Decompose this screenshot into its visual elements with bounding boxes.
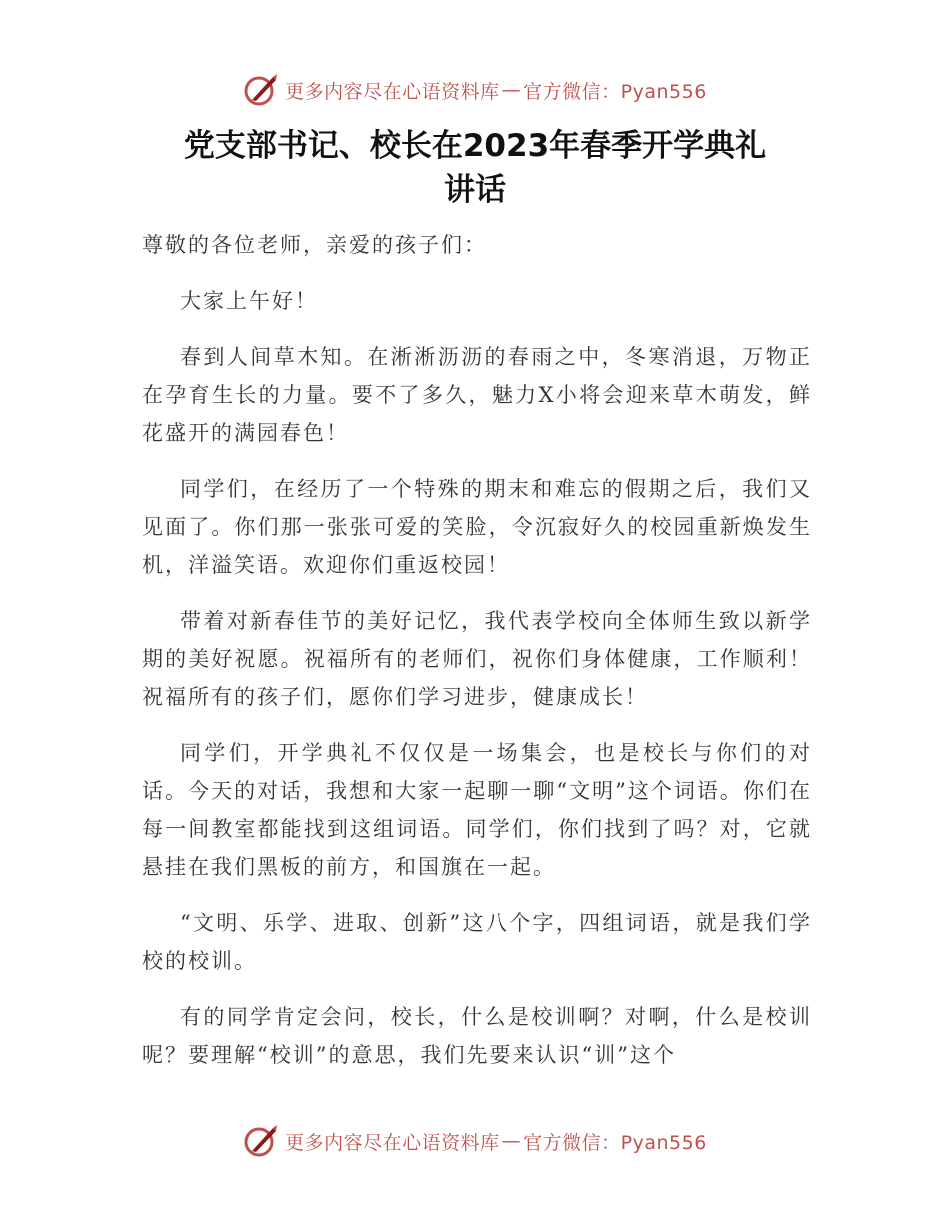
quill-logo-icon: [243, 73, 279, 107]
title-line-1: 党支部书记、校长在2023年春季开学典礼: [183, 128, 767, 164]
paragraph: 带着对新春佳节的美好记忆，我代表学校向全体师生致以新学期的美好祝愿。祝福所有的老师们，祝你们身体健康，工作顺利！祝福所有的孩子们，愿你们学习进步，健康成长！: [142, 609, 812, 709]
paragraph: 尊敬的各位老师，亲爱的孩子们：: [142, 233, 487, 257]
watermark-separator: —: [501, 1130, 522, 1152]
footer-watermark: [0, 1124, 950, 1158]
watermark-text: 更多内容尽在心语资料库: [285, 1131, 500, 1154]
watermark-text: 更多内容尽在心语资料库: [285, 80, 500, 103]
paragraph: 有的同学肯定会问，校长，什么是校训啊？对啊，什么是校训呢？要理解“校训”的意思，我们先要来认识“训”这个: [142, 1005, 812, 1067]
watermark-suffix: 官方微信：Pyan556: [523, 80, 707, 103]
watermark-suffix: 官方微信：Pyan556: [523, 1131, 707, 1154]
document-body: [142, 226, 812, 1092]
paragraph: 大家上午好！: [180, 289, 318, 313]
paragraph: “文明、乐学、进取、创新”这八个字，四组词语，就是我们学校的校训。: [142, 911, 812, 973]
paragraph: 春到人间草木知。在淅淅沥沥的春雨之中，冬寒消退，万物正在孕育生长的力量。要不了多久，魅力X小将会迎来草木萌发，鲜花盛开的满园春色！: [142, 345, 812, 445]
quill-logo-icon: [243, 1124, 279, 1158]
title-line-2: 讲话: [444, 172, 506, 208]
header-watermark: [0, 73, 950, 107]
document-title: [100, 124, 850, 212]
watermark-separator: —: [501, 79, 522, 101]
paragraph: 同学们，开学典礼不仅仅是一场集会，也是校长与你们的对话。今天的对话，我想和大家一起聊一聊“文明”这个词语。你们在每一间教室都能找到这组词语。同学们，你们找到了吗？对，它就悬挂在我们黑板的前方，和国旗在一起。: [142, 741, 812, 879]
paragraph: 同学们，在经历了一个特殊的期末和难忘的假期之后，我们又见面了。你们那一张张可爱的笑脸，令沉寂好久的校园重新焕发生机，洋溢笑语。欢迎你们重返校园！: [142, 477, 812, 577]
